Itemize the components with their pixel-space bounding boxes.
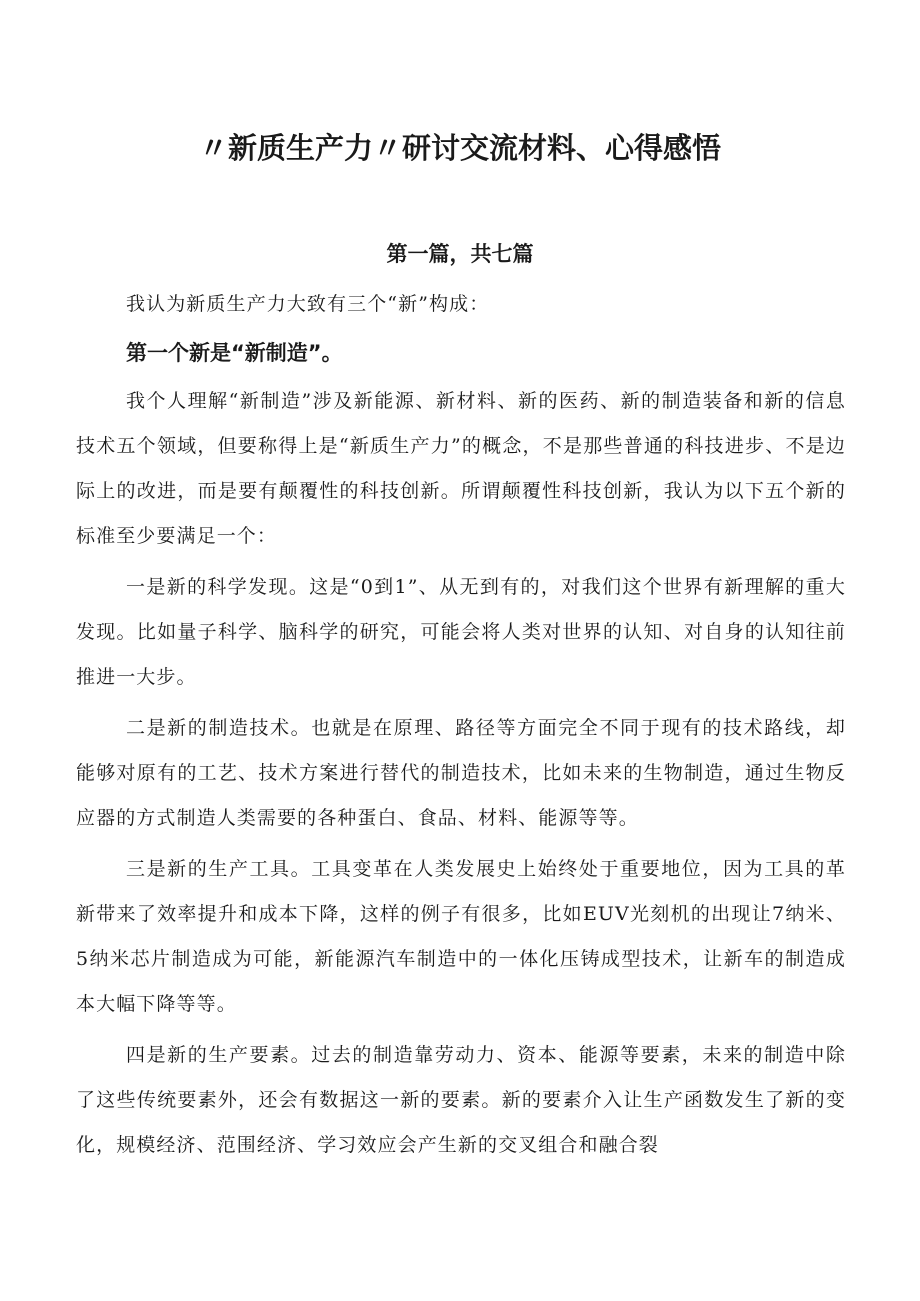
body-paragraph: 我个人理解“新制造”涉及新能源、新材料、新的医药、新的制造装备和新的信息技术五个领域，但要称得上是“新质生产力”的概念，不是那些普通的科技进步、不是边际上的改进，而是要有颠覆性的科技创新。所谓颠覆性科技创新，我认为以下五个新的标准至少要满足一个：	[76, 390, 846, 547]
body-paragraph: 一是新的科学发现。这是“0到1”、从无到有的，对我们这个世界有新理解的重大发现。比如量子科学、脑科学的研究，可能会将人类对世界的认知、对自身的认知往前推进一大步。	[76, 576, 846, 688]
document-body	[76, 282, 846, 1168]
section-heading: 第一个新是“新制造”。	[126, 341, 343, 365]
document-title: 〃新质生产力〃研讨交流材料、心得感悟	[198, 131, 721, 165]
body-paragraph: 三是新的生产工具。工具变革在人类发展史上始终处于重要地位，因为工具的革新带来了效率提升和成本下降，这样的例子有很多，比如EUV光刻机的出现让7纳米、5纳米芯片制造成为可能，新能源汽车制造中的一体化压铸成型技术，让新车的制造成本大幅下降等等。	[76, 858, 846, 1015]
body-paragraph: 二是新的制造技术。也就是在原理、路径等方面完全不同于现有的技术路线，却能够对原有的工艺、技术方案进行替代的制造技术，比如未来的生物制造，通过生物反应器的方式制造人类需要的各种蛋白、食品、材料、能源等等。	[76, 717, 846, 829]
intro-paragraph: 我认为新质生产力大致有三个“新”构成：	[126, 293, 490, 315]
body-paragraph: 四是新的生产要素。过去的制造靠劳动力、资本、能源等要素，未来的制造中除了这些传统要素外，还会有数据这一新的要素。新的要素介入让生产函数发生了新的变化，规模经济、范围经济、学习效应会产生新的交叉组合和融合裂	[76, 1044, 846, 1156]
document-subtitle: 第一篇，共七篇	[386, 242, 534, 266]
